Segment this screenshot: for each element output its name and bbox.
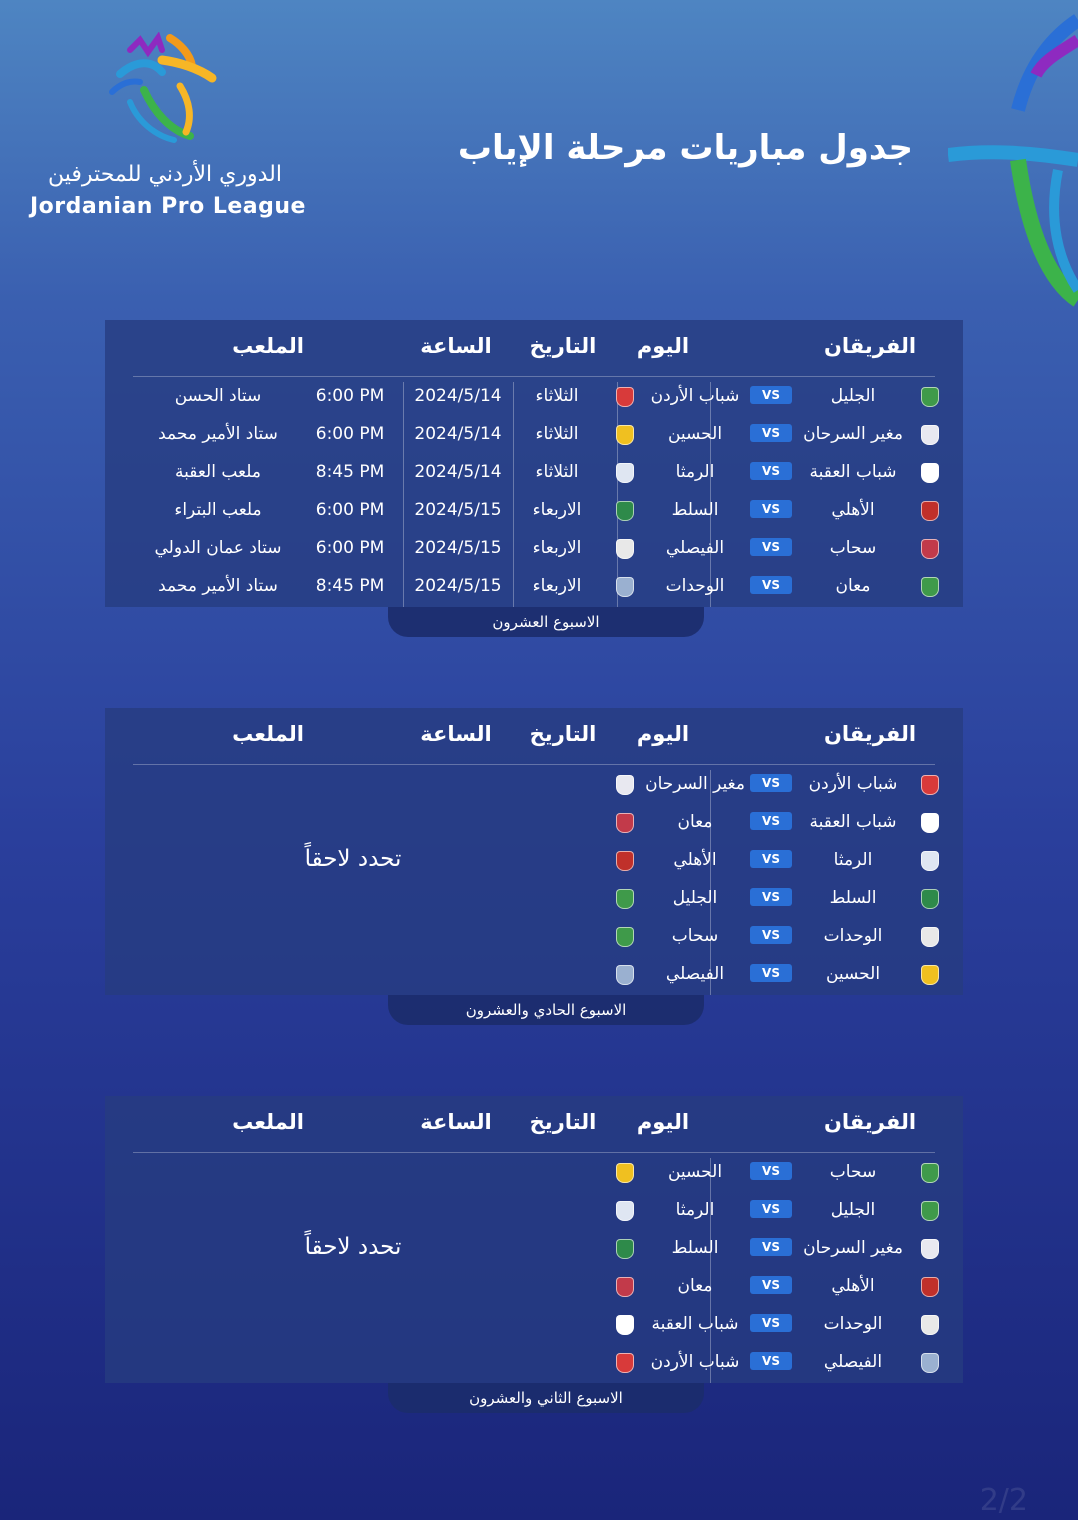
header-day: اليوم xyxy=(636,722,690,746)
to-be-determined: تحدد لاحقاً xyxy=(304,1234,402,1260)
away-team: معان xyxy=(677,1276,713,1296)
away-team-badge-icon xyxy=(616,813,634,833)
away-team: السلط xyxy=(671,1238,719,1258)
home-team: الأهلي xyxy=(831,1276,875,1296)
match-row xyxy=(105,1305,963,1343)
vs-badge: VS xyxy=(750,1352,792,1370)
away-team-badge-icon xyxy=(616,851,634,871)
vs-badge: VS xyxy=(750,888,792,906)
home-team: الجليل xyxy=(830,1200,876,1220)
away-team: شباب الأردن xyxy=(650,386,740,406)
home-team: الأهلي xyxy=(831,500,875,520)
match-date: 2024/5/14 xyxy=(414,462,502,482)
match-stadium: ستاد عمان الدولي xyxy=(154,538,282,558)
match-stadium: ستاد الأمير محمد xyxy=(158,424,278,444)
home-team-badge-icon xyxy=(921,1315,939,1335)
away-team-badge-icon xyxy=(616,1201,634,1221)
away-team: الفيصلي xyxy=(665,964,725,984)
match-time: 6:00 PM xyxy=(315,500,385,520)
match-row xyxy=(105,491,963,529)
home-team: شباب العقبة xyxy=(809,462,897,482)
vs-badge: VS xyxy=(750,462,792,480)
home-team-badge-icon xyxy=(921,577,939,597)
match-time: 6:00 PM xyxy=(315,538,385,558)
match-row xyxy=(105,955,963,993)
away-team: السلط xyxy=(671,500,719,520)
home-team: الوحدات xyxy=(823,1314,883,1334)
away-team: معان xyxy=(677,812,713,832)
header-stadium: الملعب xyxy=(232,1110,304,1134)
home-team: مغير السرحان xyxy=(803,1238,903,1258)
match-day: الثلاثاء xyxy=(535,462,579,482)
home-team: الجليل xyxy=(830,386,876,406)
match-time: 6:00 PM xyxy=(315,386,385,406)
header-time: الساعة xyxy=(420,1110,492,1134)
away-team: الجليل xyxy=(672,888,718,908)
header-teams: الفريقان xyxy=(823,722,917,746)
away-team: مغير السرحان xyxy=(645,774,745,794)
match-row xyxy=(105,803,963,841)
match-day: الثلاثاء xyxy=(535,386,579,406)
home-team-badge-icon xyxy=(921,851,939,871)
match-row xyxy=(105,917,963,955)
home-team: شباب الأردن xyxy=(808,774,898,794)
match-stadium: ستاد الأمير محمد xyxy=(158,576,278,596)
league-name-en: Jordanian Pro League xyxy=(30,194,306,219)
away-team-badge-icon xyxy=(616,889,634,909)
home-team: مغير السرحان xyxy=(803,424,903,444)
corner-decoration-icon xyxy=(948,0,1078,320)
home-team-badge-icon xyxy=(921,927,939,947)
week-panel xyxy=(105,708,963,995)
header-stadium: الملعب xyxy=(232,334,304,358)
away-team: شباب الأردن xyxy=(650,1352,740,1372)
vs-badge: VS xyxy=(750,964,792,982)
match-date: 2024/5/15 xyxy=(414,538,502,558)
home-team-badge-icon xyxy=(921,425,939,445)
vs-badge: VS xyxy=(750,1276,792,1294)
away-team-badge-icon xyxy=(616,1315,634,1335)
home-team: الوحدات xyxy=(823,926,883,946)
away-team: الحسين xyxy=(667,1162,723,1182)
vs-badge: VS xyxy=(750,500,792,518)
match-row xyxy=(105,529,963,567)
away-team: الفيصلي xyxy=(665,538,725,558)
match-time: 6:00 PM xyxy=(315,424,385,444)
vs-badge: VS xyxy=(750,926,792,944)
vs-badge: VS xyxy=(750,386,792,404)
away-team-badge-icon xyxy=(616,387,634,407)
league-name-ar: الدوري الأردني للمحترفين xyxy=(48,162,282,187)
vs-badge: VS xyxy=(750,1314,792,1332)
home-team-badge-icon xyxy=(921,1201,939,1221)
away-team: الحسين xyxy=(667,424,723,444)
header-teams: الفريقان xyxy=(823,334,917,358)
match-row xyxy=(105,1191,963,1229)
home-team-badge-icon xyxy=(921,1353,939,1373)
match-date: 2024/5/14 xyxy=(414,424,502,444)
away-team-badge-icon xyxy=(616,1163,634,1183)
vs-badge: VS xyxy=(750,850,792,868)
match-row xyxy=(105,879,963,917)
away-team-badge-icon xyxy=(616,501,634,521)
away-team: الوحدات xyxy=(665,576,725,596)
away-team: الرمثا xyxy=(675,1200,715,1220)
match-row xyxy=(105,567,963,605)
match-day: الثلاثاء xyxy=(535,424,579,444)
match-row xyxy=(105,415,963,453)
away-team-badge-icon xyxy=(616,1277,634,1297)
away-team-badge-icon xyxy=(616,463,634,483)
home-team-badge-icon xyxy=(921,1163,939,1183)
away-team: سحاب xyxy=(671,926,719,946)
home-team: شباب العقبة xyxy=(809,812,897,832)
away-team-badge-icon xyxy=(616,775,634,795)
match-time: 8:45 PM xyxy=(315,576,385,596)
match-date: 2024/5/15 xyxy=(414,500,502,520)
vs-badge: VS xyxy=(750,424,792,442)
match-stadium: ملعب البتراء xyxy=(174,500,262,520)
away-team-badge-icon xyxy=(616,1239,634,1259)
vs-badge: VS xyxy=(750,576,792,594)
away-team: الأهلي xyxy=(673,850,717,870)
header-day: اليوم xyxy=(636,1110,690,1134)
header-time: الساعة xyxy=(420,334,492,358)
away-team-badge-icon xyxy=(616,1353,634,1373)
week-label: الاسبوع العشرون xyxy=(388,607,704,637)
week-panel xyxy=(105,320,963,607)
home-team-badge-icon xyxy=(921,463,939,483)
away-team: الرمثا xyxy=(675,462,715,482)
match-row xyxy=(105,765,963,803)
away-team-badge-icon xyxy=(616,965,634,985)
home-team-badge-icon xyxy=(921,889,939,909)
match-row xyxy=(105,1267,963,1305)
header-date: التاريخ xyxy=(529,1110,597,1134)
home-team: السلط xyxy=(829,888,877,908)
vs-badge: VS xyxy=(750,774,792,792)
match-time: 8:45 PM xyxy=(315,462,385,482)
header-date: التاريخ xyxy=(529,722,597,746)
home-team-badge-icon xyxy=(921,775,939,795)
league-logo-icon xyxy=(100,32,230,147)
match-row xyxy=(105,1153,963,1191)
home-team: معان xyxy=(835,576,871,596)
away-team: شباب العقبة xyxy=(651,1314,739,1334)
home-team: سحاب xyxy=(829,1162,877,1182)
home-team-badge-icon xyxy=(921,1239,939,1259)
vs-badge: VS xyxy=(750,1200,792,1218)
home-team-badge-icon xyxy=(921,387,939,407)
away-team-badge-icon xyxy=(616,577,634,597)
home-team: الرمثا xyxy=(833,850,873,870)
page-number: 2/2 xyxy=(979,1483,1028,1518)
match-row xyxy=(105,1343,963,1381)
header-time: الساعة xyxy=(420,722,492,746)
header-stadium: الملعب xyxy=(232,722,304,746)
header-date: التاريخ xyxy=(529,334,597,358)
home-team: الحسين xyxy=(825,964,881,984)
away-team-badge-icon xyxy=(616,425,634,445)
header-day: اليوم xyxy=(636,334,690,358)
match-row xyxy=(105,377,963,415)
home-team-badge-icon xyxy=(921,965,939,985)
vs-badge: VS xyxy=(750,812,792,830)
home-team-badge-icon xyxy=(921,539,939,559)
home-team-badge-icon xyxy=(921,1277,939,1297)
week-label: الاسبوع الحادي والعشرون xyxy=(388,995,704,1025)
home-team: سحاب xyxy=(829,538,877,558)
away-team-badge-icon xyxy=(616,927,634,947)
match-stadium: ملعب العقبة xyxy=(175,462,261,482)
week-label: الاسبوع الثاني والعشرون xyxy=(388,1383,704,1413)
home-team-badge-icon xyxy=(921,813,939,833)
home-team-badge-icon xyxy=(921,501,939,521)
match-day: الاربعاء xyxy=(532,500,582,520)
page-title: جدول مباريات مرحلة الإياب xyxy=(457,128,913,168)
header-teams: الفريقان xyxy=(823,1110,917,1134)
home-team: الفيصلي xyxy=(823,1352,883,1372)
vs-badge: VS xyxy=(750,1162,792,1180)
match-day: الاربعاء xyxy=(532,576,582,596)
match-day: الاربعاء xyxy=(532,538,582,558)
to-be-determined: تحدد لاحقاً xyxy=(304,846,402,872)
match-date: 2024/5/15 xyxy=(414,576,502,596)
vs-badge: VS xyxy=(750,1238,792,1256)
vs-badge: VS xyxy=(750,538,792,556)
match-row xyxy=(105,453,963,491)
away-team-badge-icon xyxy=(616,539,634,559)
match-date: 2024/5/14 xyxy=(414,386,502,406)
match-stadium: ستاد الحسن xyxy=(174,386,262,406)
week-panel xyxy=(105,1096,963,1383)
